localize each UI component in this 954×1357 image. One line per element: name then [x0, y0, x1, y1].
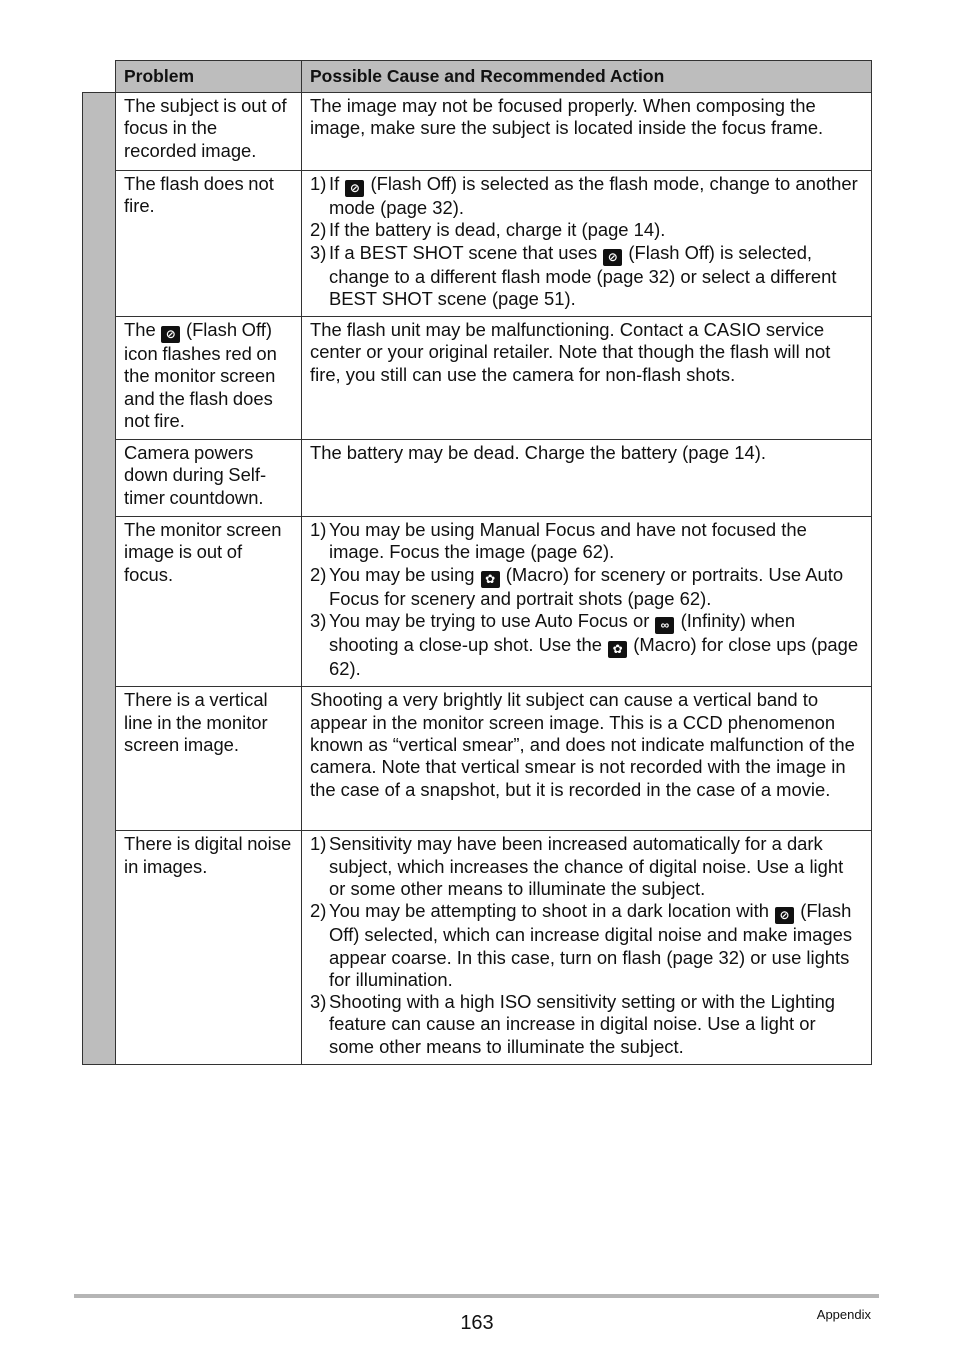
infinity-icon: ∞: [655, 617, 674, 634]
item-number: 2): [310, 900, 327, 922]
item-number: 1): [310, 173, 327, 194]
cause-cell: The image may not be focused properly. When composing the image, make sure the subject is located inside the focus frame.: [302, 93, 872, 171]
problem-cell: The monitor screen image is out of focus.: [116, 517, 302, 687]
cause-item: [310, 833, 863, 900]
table-row: [83, 440, 872, 517]
header-problem: Problem: [116, 61, 302, 93]
table-header-row: [83, 61, 872, 93]
item-text: You may be using: [329, 563, 475, 585]
table-row: [83, 831, 872, 1065]
cause-item: [310, 219, 863, 241]
section-tab-bar: [83, 93, 116, 1065]
macro-icon: ✿: [481, 571, 500, 588]
cause-item: [310, 564, 863, 610]
problem-cell: The flash does not fire.: [116, 171, 302, 317]
flash-off-icon: ⊘: [603, 249, 622, 266]
table-row: [83, 93, 872, 171]
problem-cell: [116, 317, 302, 440]
cause-cell: The flash unit may be malfunctioning. Contact a CASIO service center or your original retailer. Note that though the flash will not fire, you still can use the camera for non-flash shots.: [302, 317, 872, 440]
item-text: You may be using Manual Focus and have not focused the image. Focus the image (page 62).: [329, 519, 807, 563]
item-text: (Macro) for scenery or portraits. Use Auto Focus for scenery and portrait shots (page 62).: [329, 563, 844, 609]
macro-icon: ✿: [608, 641, 627, 658]
cause-cell: [302, 517, 872, 687]
page-number: 163: [460, 1312, 494, 1334]
item-number: 3): [310, 610, 327, 632]
cause-item: [310, 991, 863, 1058]
table-row: [83, 517, 872, 687]
item-text: Sensitivity may have been increased automatically for a dark subject, which increases the chance of digital noise. Use a light or some other means to illuminate the subject.: [329, 833, 844, 899]
problem-cell: The subject is out of focus in the recorded image.: [116, 93, 302, 171]
item-text: If a BEST SHOT scene that uses: [329, 241, 598, 263]
item-number: 1): [310, 519, 327, 541]
item-number: 2): [310, 563, 327, 585]
cause-item: [310, 900, 863, 991]
problem-cell: There is digital noise in images.: [116, 831, 302, 1065]
table-row: [83, 687, 872, 831]
item-text: (Flash Off) is selected as the flash mode, change to another mode (page 32).: [329, 173, 858, 218]
item-text: If: [329, 173, 340, 194]
cause-cell: Shooting a very brightly lit subject can cause a vertical band to appear in the monitor screen image. This is a CCD phenomenon known as “vertical smear”, and does not indicate malfunction of the camera. Note that vertical smear is not recorded with the image in the case of a snapshot, but it is recorded in the case of a movie.: [302, 687, 872, 831]
flash-off-icon: ⊘: [775, 907, 794, 924]
item-text: (Infinity) when shooting a close-up shot. Use the: [329, 610, 796, 656]
table-row: [83, 317, 872, 440]
footer-rule: [74, 1294, 879, 1298]
item-text: You may be attempting to shoot in a dark location with: [329, 900, 769, 922]
item-number: 3): [310, 241, 327, 263]
cause-item: [310, 519, 863, 564]
flash-off-icon: ⊘: [161, 326, 180, 343]
item-number: 1): [310, 833, 327, 855]
item-text: Shooting with a high ISO sensitivity setting or with the Lighting feature can cause an increase in digital noise. Use a light or some other means to illuminate the subject.: [329, 991, 836, 1057]
cause-cell: The battery may be dead. Charge the battery (page 14).: [302, 440, 872, 517]
problem-text: (Flash Off) icon flashes red on the monitor screen and the flash does not fire.: [124, 319, 277, 432]
section-label: Appendix: [816, 1307, 871, 1322]
item-number: 3): [310, 991, 327, 1013]
cause-item: [310, 173, 863, 219]
problem-text: The: [124, 319, 156, 341]
problem-cell: There is a vertical line in the monitor screen image.: [116, 687, 302, 831]
header-spacer: [83, 61, 116, 93]
item-text: (Flash Off) is selected, change to a different flash mode (page 32) or select a different BEST SHOT scene (page 51).: [329, 241, 837, 309]
problem-cell: Camera powers down during Self-timer countdown.: [116, 440, 302, 517]
header-action: Possible Cause and Recommended Action: [302, 61, 872, 93]
cause-list: [310, 173, 863, 310]
item-number: 2): [310, 219, 327, 241]
troubleshooting-table: [82, 60, 872, 1065]
cause-cell: [302, 831, 872, 1065]
cause-item: [310, 242, 863, 311]
cause-item: [310, 610, 863, 680]
cause-cell: [302, 171, 872, 317]
item-text: If the battery is dead, charge it (page 14).: [329, 219, 666, 241]
item-text: (Macro) for close ups (page 62).: [329, 634, 859, 680]
flash-off-icon: ⊘: [345, 180, 364, 197]
cause-list: [310, 833, 863, 1058]
cause-list: [310, 519, 863, 680]
table-row: [83, 171, 872, 317]
item-text: (Flash Off) selected, which can increase digital noise and make images appear coarse. In this case, turn on flash (page 32) or use lights for illumination.: [329, 900, 853, 990]
item-text: You may be trying to use Auto Focus or: [329, 610, 650, 632]
